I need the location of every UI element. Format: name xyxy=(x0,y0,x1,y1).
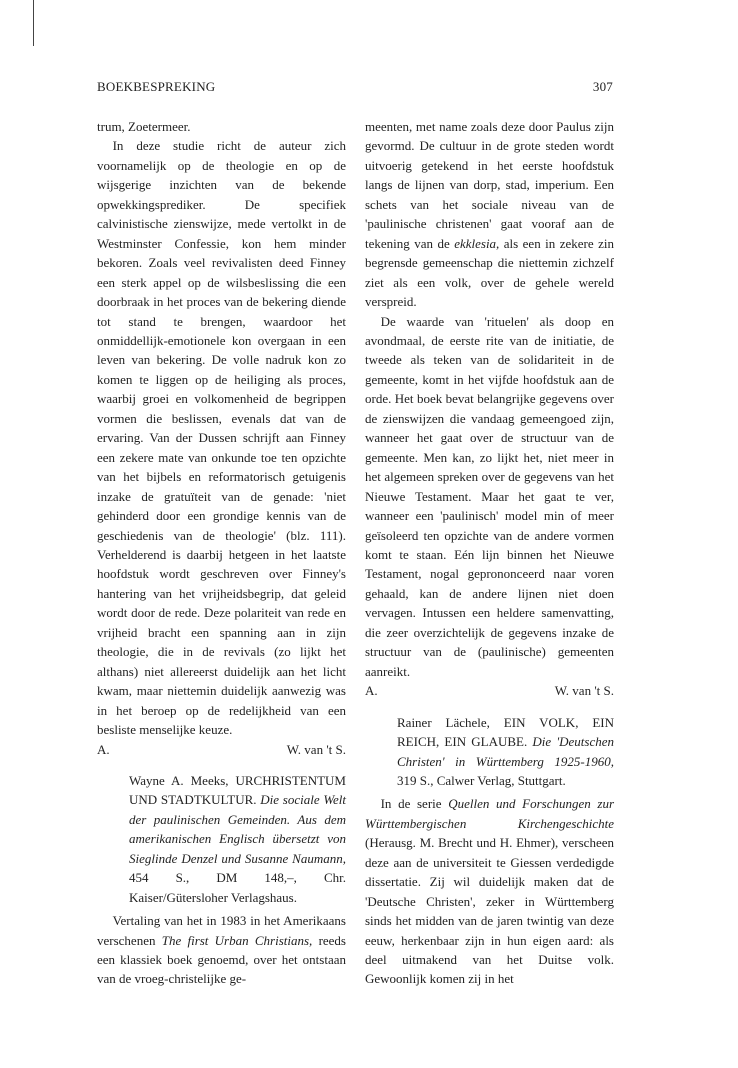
text-run: meenten, met name zoals deze door Paulus zijn gevormd. De cultuur in de grote steden wordt uitvoerig getekend in het eerste hoofdstuk langs de lijnen van dorp, stad, imperium. Een schets van het sociale niveau van de 'paulinische christenen' gaat vooraf aan de tekening van de xyxy=(365,119,614,251)
text-run: In de serie xyxy=(380,796,449,812)
book-publication: 454 S., DM 148,–, Chr. Kaiser/Gütersloher Verlagshaus. xyxy=(129,870,346,905)
foreign-term: ekklesia, xyxy=(454,235,504,251)
left-column xyxy=(97,117,346,989)
text-run: reeds een klassiek boek genoemd, over het ontstaan van de vroeg-christelijke ge- xyxy=(97,932,346,987)
signature-initial: A. xyxy=(365,683,378,699)
right-column xyxy=(365,117,614,989)
book-subtitle: Die sociale Welt der paulinischen Gemeinden. Aus dem amerikanischen Englisch übersetzt von Sieglinde Denzel und Susanne Naumann, xyxy=(129,792,346,866)
margin-rule xyxy=(33,0,34,46)
series-title: Quellen und Forschungen zur Württembergischen Kirchengeschichte xyxy=(365,796,615,831)
paragraph: trum, Zoetermeer. xyxy=(97,119,191,134)
book-citation xyxy=(397,713,614,791)
book-reference xyxy=(97,771,346,907)
paragraph: In deze studie richt de auteur zich voornamelijk op de theologie en op de wijsgerige inzichten van de bekende opwekkingsprediker. De specifiek calvinistische zienswijze, mede vertolkt in de Westminster Confessie, kon hem minder bekoren. Zoals veel revivalisten deed Finney een sterk appel op de wilsbeslissing die een doorbraak in het proces van de bekering diende tot stand te brengen, waardoor het onmiddellijk-emotionele kon overgaan in een leven van bekering. De volle nadruk kon zo komen te liggen op de heiliging als proces, waarbij groei en volkomenheid de begrippen vormen die beslissen, evenals dat van de ervaring. Van der Dussen schrijft aan Finney een zekere mate van onkunde toe ten opzichte van het bijbels en reformatorisch getuigenis inzake de gratuïteit van de genade: 'niet gehinderd door een grondige kennis van de geschiedenis van de theologie' (blz. 111). Verhelderend is daarbij hetgeen in het laatste hoofdstuk wordt geschreven over Finney's hantering van het vrijheidsbegrip, dat geleid wordt door de rede. Deze polariteit van rede en vrijheid bracht een spanning aan in zijn theologie, die in de revivals (zo lijkt het althans) niet allereerst duidelijk aan het licht kwam, maar niettemin duidelijk aanwezig was in het beroep op de redelijkheid van een besliste menselijke keuze. xyxy=(97,138,346,738)
paragraph xyxy=(97,911,346,989)
signature-name: W. van 't S. xyxy=(554,683,614,699)
running-header xyxy=(97,79,613,99)
text-run: als een in zekere zin begrensde gemeenschap die niettemin zichzelf ziet als een volk, over de gehele wereld verspreid. xyxy=(365,235,614,310)
book-reference xyxy=(365,713,614,791)
review-signature xyxy=(97,740,346,759)
signature-name: W. van 't S. xyxy=(286,741,346,757)
section-title: BOEKBESPREKING xyxy=(97,79,216,94)
paragraph xyxy=(365,117,614,312)
book-subtitle: Die 'Deutschen Christen' in Württemberg 1925-1960, xyxy=(397,734,614,769)
signature-initial: A. xyxy=(97,741,110,757)
text-run: Vertaling van het in 1983 in het Amerikaans verschenen xyxy=(97,913,346,948)
paragraph: De waarde van 'rituelen' als doop en avondmaal, de eerste rite van de initiatie, de tweede als teken van de solidariteit in de gemeente, komt in het vijfde hoofdstuk aan de orde. Het boek bevat belangrijke gegevens over de zienswijzen die vandaag gemeengoed zijn, wanneer het gaat over de structuur van de gemeente. Men kan, zo lijkt het, niet meer in het algemeen spreken over de gegevens van het Nieuwe Testament. Maar het gaat te ver, wanneer een 'paulinisch' model min of meer geïsoleerd ten opzichte van de andere vormen komt te staan. Eén lijn binnen het Nieuwe Testament, nogal geprononceerd naar voren gehaald, kan de andere lijnen niet doen vervagen. Intussen een heldere samenvatting, die zeer overzichtelijk de gegevens inzake de structuur van de (paulinische) gemeenten aanreikt. xyxy=(365,313,614,679)
paragraph xyxy=(365,794,614,989)
book-title: The first Urban Christians, xyxy=(161,932,319,948)
text-run: (Herausg. M. Brecht und H. Ehmer), verscheen deze aan de universiteit te Giessen verdedigde dissertatie. Zij wil duidelijk maken dat de 'Deutsche Christen', zeker in Württemberg sinds het midden van de jaren twintig van deze eeuw, herkenbaar zijn in hun eigen aard: als deel uitmakend van het Duitse volk. Gewoonlijk komen zij in het xyxy=(365,835,614,987)
book-citation xyxy=(129,771,346,907)
page-number: 307 xyxy=(592,79,613,94)
book-author-title: Wayne A. Meeks, URCHRISTENTUM UND STADTKULTUR. xyxy=(129,772,346,808)
review-signature xyxy=(365,681,614,700)
book-author-title: Rainer Lächele, EIN VOLK, EIN REICH, EIN GLAUBE. xyxy=(397,714,614,750)
book-publication: 319 S., Calwer Verlag, Stuttgart. xyxy=(397,772,566,788)
